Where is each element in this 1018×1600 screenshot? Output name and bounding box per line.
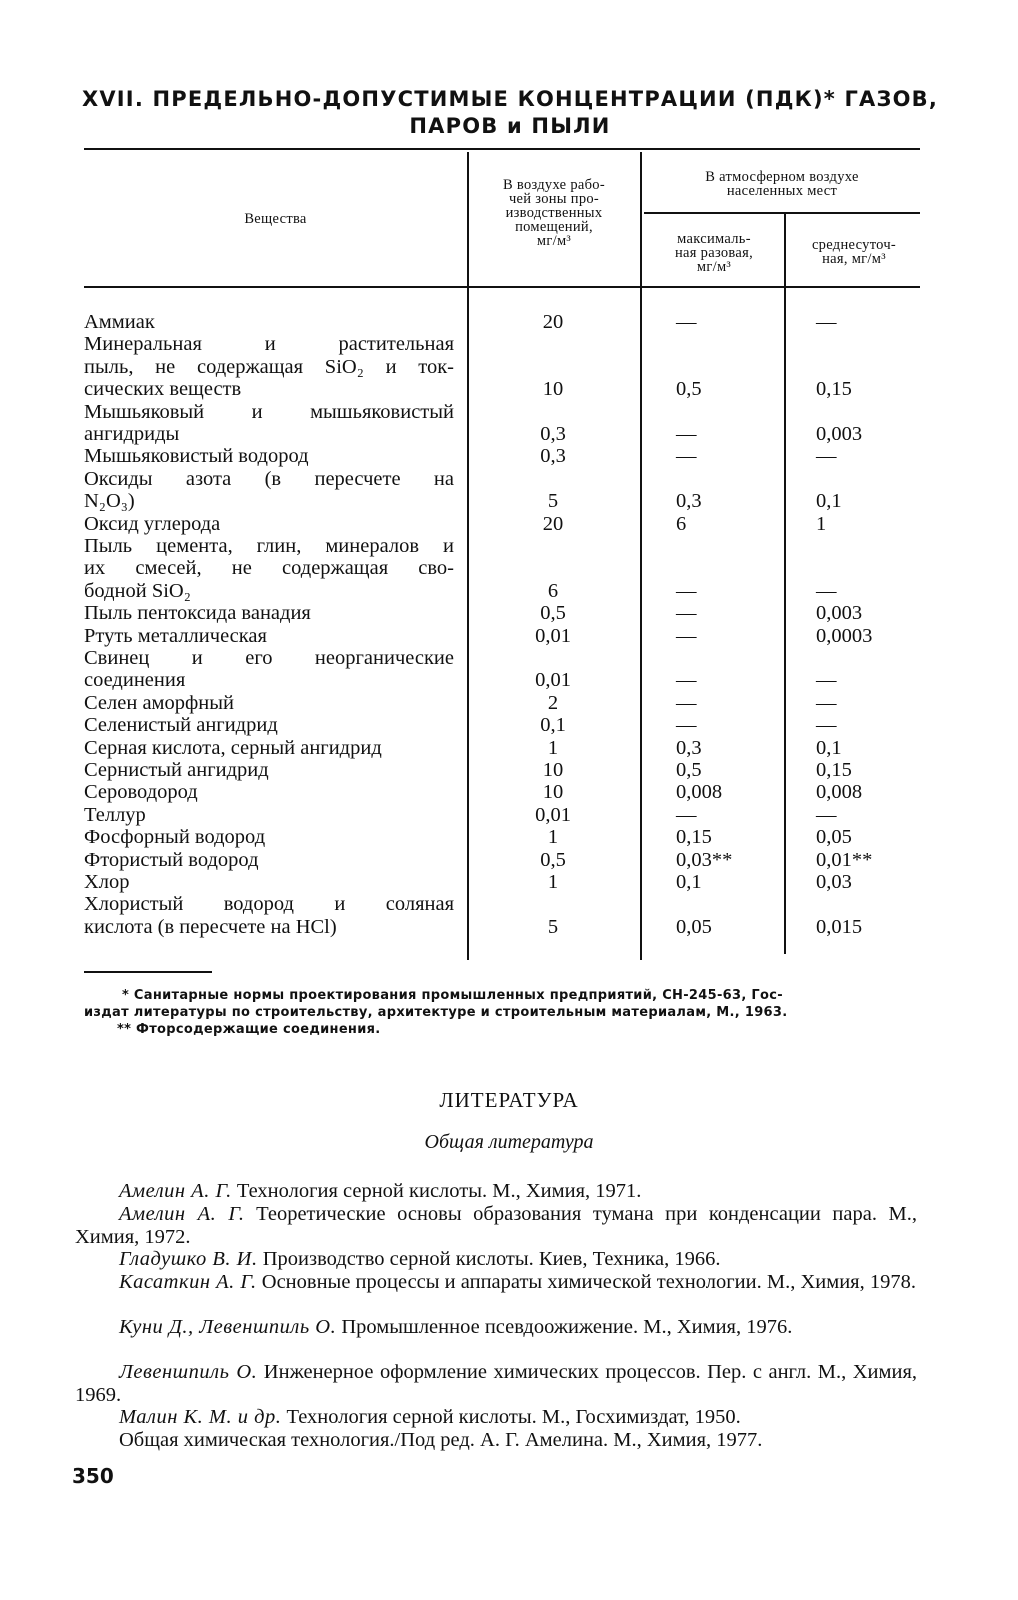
footnote-2: ** Фторсодержащие соединения. [117,1022,381,1037]
max-single-value: — [676,445,697,468]
substance-name: их смесей, не содержащая сво- [84,557,454,580]
substance-name: Фосфорный водород [84,826,266,849]
footnote-1-line2: издат литературы по строительству, архитектуре и строительным материалам, М., 1963. [84,1005,788,1020]
daily-avg-value: — [816,691,837,714]
table-row [0,893,1018,915]
reference-author: Куни Д., Левеншпиль О. [119,1316,337,1338]
daily-avg-value: — [816,669,837,692]
table-row [0,759,1018,781]
max-single-value: — [676,691,697,714]
work-zone-value: 1 [547,826,559,849]
table-row [0,826,1018,848]
substance-name: Аммиак [84,311,155,333]
substance-name: Мышьяковый и мышьяковистый [84,400,454,423]
reference-item [75,1316,917,1339]
max-single-value: — [676,624,697,647]
reference-text: Инженерное оформление химических процессов. Пер. с англ. М., Химия, 1969. [75,1361,917,1406]
work-zone-value: 0,5 [540,848,566,871]
table-row [0,849,1018,871]
footnote-rule [84,971,212,973]
table-row [0,781,1018,803]
table-row [0,490,1018,512]
work-zone-value: 0,5 [540,602,566,625]
footnote-1-line1: * Санитарные нормы проектирования промышленных предприятий, СН-245-63, Гос- [122,988,783,1003]
daily-avg-value: 1 [816,512,827,535]
max-single-value: 0,05 [676,915,712,938]
max-single-value: 0,03** [676,848,733,871]
substance-name: Оксиды азота (в пересчете на [84,467,454,490]
daily-avg-value: 0,015 [816,915,863,938]
max-single-value: — [676,669,697,692]
reference-text: Технология серной кислоты. М., Химия, 1971. [231,1180,642,1202]
atmosphere-sub-rule [644,212,920,214]
reference-item [75,1361,917,1406]
table-row [0,557,1018,579]
max-single-value: — [676,579,697,602]
table-row [0,714,1018,736]
section-title-line2: ПАРОВ и ПЫЛИ [409,114,611,138]
header-max-single: максималь- ная разовая, мг/м³ [674,231,754,275]
reference-item [75,1429,917,1452]
header-work-zone: В воздухе рабо- чей зоны про- изводственных помещений, мг/м³ [503,177,605,249]
work-zone-value: 5 [547,915,559,938]
reference-author: Касаткин А. Г. [119,1271,257,1293]
header-atmosphere: В атмосферном воздухе населенных мест [705,169,859,199]
daily-avg-value: 0,03 [816,871,852,893]
daily-avg-value: 0,15 [816,378,852,401]
reference-item [75,1271,917,1294]
work-zone-value: 0,3 [540,445,566,468]
daily-avg-value: 0,15 [816,759,852,781]
reference-item [75,1180,917,1203]
substance-name: соединения [84,669,186,692]
max-single-value: 0,1 [676,871,702,893]
work-zone-value: 20 [542,512,564,535]
daily-avg-value: 0,008 [816,781,863,804]
reference-text: Основные процессы и аппараты химической технологии. М., Химия, 1978. [256,1271,916,1293]
work-zone-value: 0,01 [535,803,571,826]
work-zone-value: 1 [547,736,559,759]
substance-name: бодной SiO₂ [84,579,191,602]
section-title-line1: XVII. ПРЕДЕЛЬНО-ДОПУСТИМЫЕ КОНЦЕНТРАЦИИ (ПДК)* ГАЗОВ, [81,87,939,111]
work-zone-value: 5 [547,490,559,513]
reference-author: Левеншпиль О. [119,1361,258,1383]
substance-name: Пыль пентоксида ванадия [84,602,311,625]
max-single-value: 0,3 [676,490,702,513]
reference-author: Амелин А. Г. [119,1180,232,1202]
substance-name: N₂O₃) [84,490,135,513]
substance-name: кислота (в пересчете на HCl) [84,915,337,938]
table-row [0,378,1018,400]
header-substance: Вещества [244,211,307,227]
max-single-value: 0,3 [676,736,702,759]
max-single-value: 0,5 [676,378,702,401]
work-zone-value: 10 [542,781,564,804]
reference-item [75,1203,917,1248]
header-daily-avg: среднесуточ- ная, мг/м³ [811,237,897,267]
max-single-value: — [676,803,697,826]
daily-avg-value: 0,003 [816,602,863,625]
table-row [0,535,1018,557]
max-single-value: — [676,714,697,737]
work-zone-value: 2 [547,691,559,714]
table-row [0,423,1018,445]
table-row [0,333,1018,355]
work-zone-value: 6 [547,579,559,602]
table-row [0,311,1018,333]
substance-name: Минеральная и растительная [84,333,454,356]
substance-name: Сероводород [84,781,198,804]
substance-name: Серная кислота, серный ангидрид [84,736,382,759]
table-row [0,513,1018,535]
max-single-value: 0,15 [676,826,712,849]
reference-author: Амелин А. Г. [119,1203,245,1225]
daily-avg-value: — [816,445,837,468]
daily-avg-value: 0,003 [816,423,863,445]
daily-avg-value: — [816,579,837,602]
work-zone-value: 20 [542,311,564,333]
table-row [0,804,1018,826]
max-single-value: — [676,602,697,625]
substance-name: Селен аморфный [84,691,235,714]
reference-item [75,1406,917,1429]
daily-avg-value: — [816,714,837,737]
table-row [0,356,1018,378]
table-row [0,647,1018,669]
substance-name: Пыль цемента, глин, минералов и [84,535,454,557]
work-zone-value: 1 [547,871,559,893]
substance-name: сических веществ [84,378,242,401]
work-zone-value: 10 [542,759,564,781]
reference-author: Гладушко В. И. [119,1248,258,1270]
table-top-rule [84,148,920,150]
table-row [0,737,1018,759]
substance-name: Фтористый водород [84,848,259,871]
max-single-value: 0,5 [676,759,702,781]
reference-author: Малин К. М. и др. [119,1406,282,1428]
table-row [0,871,1018,893]
substance-name: Хлористый водород и соляная [84,893,454,916]
table-row [0,401,1018,423]
substance-name: Теллур [84,803,146,826]
literature-subheading: Общая литература [424,1131,594,1153]
daily-avg-value: 0,1 [816,490,842,513]
reference-text: Промышленное псевдоожижение. М., Химия, 1976. [336,1316,793,1338]
table-row [0,692,1018,714]
substance-name: Ртуть металлическая [84,624,267,647]
substance-name: пыль, не содержащая SiO₂ и ток- [84,355,454,378]
substance-name: Мышьяковистый водород [84,445,309,468]
table-row [0,916,1018,938]
table-row [0,625,1018,647]
table-row [0,669,1018,691]
reference-text: Теоретические основы образования тумана при конденсации пара. М., Химия, 1972. [75,1203,917,1248]
reference-text: Общая химическая технология./Под ред. А. Г. Амелина. М., Химия, 1977. [119,1429,763,1451]
work-zone-value: 0,1 [540,714,566,737]
max-single-value: — [676,311,697,333]
table-row [0,445,1018,467]
daily-avg-value: 0,01** [816,848,873,871]
table-row [0,580,1018,602]
literature-heading: ЛИТЕРАТУРА [439,1088,579,1112]
page-number: 350 [72,1464,114,1488]
daily-avg-value: 0,1 [816,736,842,759]
substance-name: Селенистый ангидрид [84,714,278,737]
header-bottom-rule [84,286,920,288]
reference-text: Производство серной кислоты. Киев, Техника, 1966. [257,1248,721,1270]
substance-name: Сернистый ангидрид [84,759,269,781]
substance-name: Хлор [84,871,130,893]
max-single-value: 6 [676,512,687,535]
daily-avg-value: — [816,311,837,333]
max-single-value: — [676,423,697,445]
work-zone-value: 10 [542,378,564,401]
substance-name: ангидриды [84,423,180,445]
daily-avg-value: 0,05 [816,826,852,849]
reference-item [75,1248,917,1271]
work-zone-value: 0,01 [535,669,571,692]
table-row [0,468,1018,490]
max-single-value: 0,008 [676,781,723,804]
substance-name: Свинец и его неорганические [84,647,454,669]
table-row [0,602,1018,624]
reference-text: Технология серной кислоты. М., Госхимиздат, 1950. [281,1406,741,1428]
work-zone-value: 0,01 [535,624,571,647]
daily-avg-value: 0,0003 [816,624,873,647]
daily-avg-value: — [816,803,837,826]
substance-name: Оксид углерода [84,512,221,535]
work-zone-value: 0,3 [540,423,566,445]
